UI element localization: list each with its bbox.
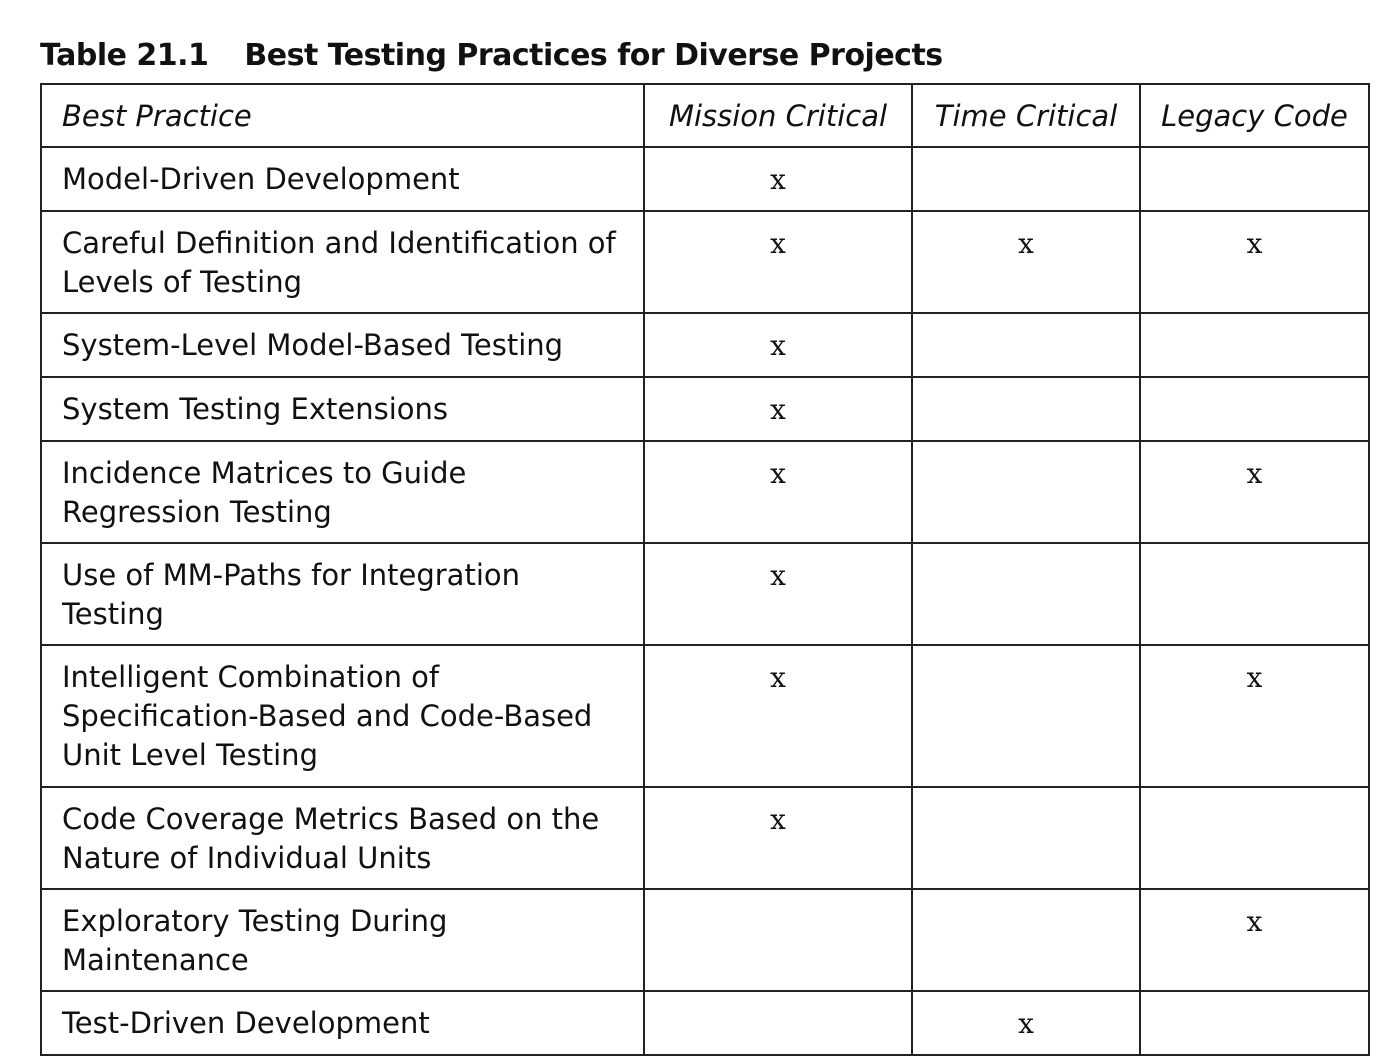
table-row [41, 441, 1369, 543]
legacy-code-cell [1140, 787, 1369, 889]
header-row [41, 84, 1369, 147]
time-critical-cell [912, 543, 1140, 645]
header-legacy-code: Legacy Code [1140, 84, 1369, 147]
mission-critical-cell: x [644, 787, 912, 889]
mission-critical-cell: x [644, 441, 912, 543]
time-critical-cell [912, 147, 1140, 211]
practice-cell: System Testing Extensions [41, 377, 644, 441]
practice-cell: Incidence Matrices to Guide Regression Testing [41, 441, 644, 543]
time-critical-cell [912, 313, 1140, 377]
legacy-code-cell: x [1140, 211, 1369, 313]
header-best-practice: Best Practice [41, 84, 644, 147]
table-row [41, 787, 1369, 889]
legacy-code-cell [1140, 147, 1369, 211]
legacy-code-cell [1140, 991, 1369, 1055]
practice-cell: Code Coverage Metrics Based on the Nature of Individual Units [41, 787, 644, 889]
table-row [41, 377, 1369, 441]
table-title: Best Testing Practices for Diverse Projects [244, 37, 943, 73]
time-critical-cell [912, 787, 1140, 889]
table-row [41, 543, 1369, 645]
table-caption [40, 30, 943, 80]
time-critical-cell: x [912, 211, 1140, 313]
legacy-code-cell: x [1140, 889, 1369, 991]
time-critical-cell [912, 889, 1140, 991]
practice-cell: Intelligent Combination of Specification-Based and Code-Based Unit Level Testing [41, 645, 644, 787]
table-row [41, 147, 1369, 211]
mission-critical-cell: x [644, 147, 912, 211]
legacy-code-cell [1140, 543, 1369, 645]
time-critical-cell [912, 645, 1140, 787]
table-row [41, 313, 1369, 377]
time-critical-cell [912, 441, 1140, 543]
table-row [41, 645, 1369, 787]
header-time-critical: Time Critical [912, 84, 1140, 147]
practice-cell: Exploratory Testing During Maintenance [41, 889, 644, 991]
mission-critical-cell: x [644, 377, 912, 441]
header-mission-critical: Mission Critical [644, 84, 912, 147]
legacy-code-cell [1140, 377, 1369, 441]
practice-cell: Test-Driven Development [41, 991, 644, 1055]
legacy-code-cell: x [1140, 645, 1369, 787]
practice-cell: Model-Driven Development [41, 147, 644, 211]
legacy-code-cell: x [1140, 441, 1369, 543]
time-critical-cell: x [912, 991, 1140, 1055]
table-row [41, 889, 1369, 991]
practice-cell: Careful Definition and Identification of Levels of Testing [41, 211, 644, 313]
legacy-code-cell [1140, 313, 1369, 377]
mission-critical-cell: x [644, 645, 912, 787]
mission-critical-cell: x [644, 543, 912, 645]
mission-critical-cell [644, 889, 912, 991]
table-number: Table 21.1 [40, 37, 209, 73]
mission-critical-cell: x [644, 313, 912, 377]
practice-cell: Use of MM-Paths for Integration Testing [41, 543, 644, 645]
table-row [41, 991, 1369, 1055]
mission-critical-cell [644, 991, 912, 1055]
best-practices-table [40, 83, 1370, 1056]
practice-cell: System-Level Model-Based Testing [41, 313, 644, 377]
table-row [41, 211, 1369, 313]
mission-critical-cell: x [644, 211, 912, 313]
time-critical-cell [912, 377, 1140, 441]
